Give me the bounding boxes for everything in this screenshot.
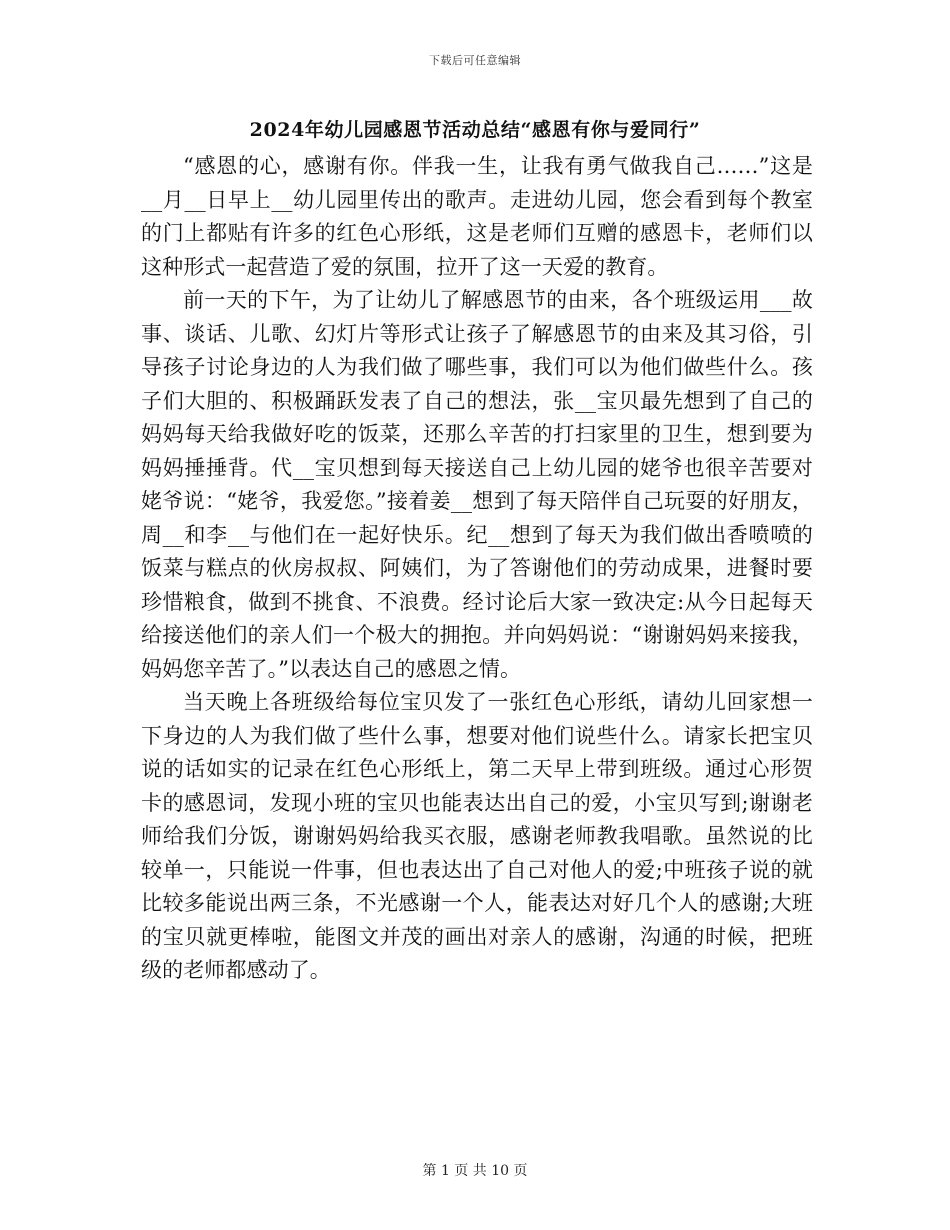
- page-indicator: 第 1 页 共 10 页: [422, 1163, 528, 1179]
- document-body: [141, 150, 813, 988]
- document-title: 2024年幼儿园感恩节活动总结“感恩有你与爱同行”: [249, 119, 701, 141]
- paragraph-3: 当天晚上各班级给每位宝贝发了一张红色心形纸，请幼儿回家想一下身边的人为我们做了些什么事，想要对他们说些什么。请家长把宝贝说的话如实的记录在红色心形纸上，第二天早上带到班级。通过心形贺卡的感恩词，发现小班的宝贝也能表达出自己的爱，小宝贝写到;谢谢老师给我们分饭，谢谢妈妈给我买衣服，感谢老师教我唱歌。虽然说的比较单一，只能说一件事，但也表达出了自己对他人的爱;中班孩子说的就比较多能说出两三条，不光感谢一个人，能表达对好几个人的感谢;大班的宝贝就更棒啦，能图文并茂的画出对亲人的感谢，沟通的时候，把班级的老师都感动了。: [141, 690, 813, 982]
- header-note: 下载后可任意编辑: [429, 54, 521, 67]
- paragraph-2: 前一天的下午，为了让幼儿了解感恩节的由来，各个班级运用___故事、谈话、儿歌、幻灯片等形式让孩子了解感恩节的由来及其习俗，引导孩子讨论身边的人为我们做了哪些事，我们可以为他们做些什么。孩子们大胆的、积极踊跃发表了自己的想法，张__宝贝最先想到了自己的妈妈每天给我做好吃的饭菜，还那么辛苦的打扫家里的卫生，想到要为妈妈捶捶背。代__宝贝想到每天接送自己上幼儿园的姥爷也很辛苦要对姥爷说：“姥爷，我爱您。”接着姜__想到了每天陪伴自己玩耍的好朋友，周__和李__与他们在一起好快乐。纪__想到了每天为我们做出香喷喷的饭菜与糕点的伙房叔叔、阿姨们，为了答谢他们的劳动成果，进餐时要珍惜粮食，做到不挑食、不浪费。经讨论后大家一致决定:从今日起每天给接送他们的亲人们一个极大的拥抱。并向妈妈说：“谢谢妈妈来接我，妈妈您辛苦了。”以表达自己的感恩之情。: [141, 288, 813, 681]
- paragraph-1: “感恩的心，感谢有你。伴我一生，让我有勇气做我自己……”这是__月__日早上__幼儿园里传出的歌声。走进幼儿园，您会看到每个教室的门上都贴有许多的红色心形纸，这是老师们互赠的感恩卡，老师们以这种形式一起营造了爱的氛围，拉开了这一天爱的教育。: [141, 154, 813, 279]
